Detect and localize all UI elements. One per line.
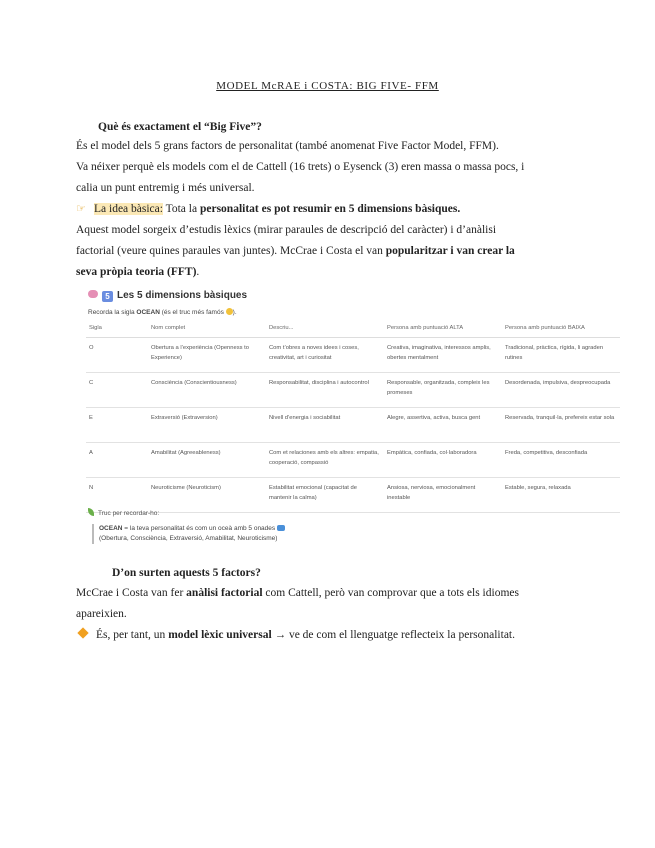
table-cell: Reservada, tranquil·la, prefereix estar sola [502,408,620,443]
text-span: . [196,266,200,278]
table-cell: Creativa, imaginativa, interessos amplis, obertes mentalment [384,338,502,373]
table-cell: A [86,443,148,478]
column-header: Nom complet [148,319,266,338]
bullet-line [76,625,576,646]
column-header: Sigla [86,319,148,338]
table-cell: Com t’obres a noves idees i coses, creativitat, art i curiositat [266,338,384,373]
section2-heading: D’on surten aquests 5 factors? [112,567,261,579]
section-title-text: Les 5 dimensions bàsiques [117,290,248,301]
text-line [76,241,576,262]
table-row [86,443,620,478]
ocean-reminder [88,308,237,316]
column-header: Descriu... [266,319,384,338]
text-span: McCrae i Costa van fer [76,587,187,599]
table-cell: Com et relaciones amb els altres: empatia, cooperació, compassió [266,443,384,478]
text-span: ). [232,309,237,316]
column-header: Persona amb puntuació BAIXA [502,319,620,338]
text-span: com Cattell, però van comprovar que a tots els idiomes [262,587,519,599]
text-line: calia un punt entremig i més universal. [76,182,255,194]
table-cell: E [86,408,148,443]
table-cell: Extraversió (Extraversion) [148,408,266,443]
table-row [86,373,620,408]
text-span: → ve de com el llenguatge reflecteix la personalitat. [271,629,516,641]
leaf-icon [88,508,94,516]
table-cell: Obertura a l’experiència (Openness to Experience) [148,338,266,373]
bold-span: OCEAN [136,309,160,316]
text-span: Recorda la sigla [88,309,137,316]
text-line: apareixien. [76,608,127,620]
idea-bold: personalitat es pot resumir en 5 dimensions bàsiques. [199,203,461,215]
table-cell: Amabilitat (Agreeableness) [148,443,266,478]
table-cell: Estable, segura, relaxada [502,478,620,513]
table-cell: Consciència (Conscientiousness) [148,373,266,408]
idea-highlight: La idea bàsica: [94,203,163,215]
trick-text: Truc per recordar-ho: [98,510,160,517]
text-line [76,262,576,283]
smile-icon [226,308,233,315]
table-cell: Freda, competitiva, desconfiada [502,443,620,478]
bold-span: seva pròpia teoria (FFT) [76,266,197,278]
table-cell: Estabilitat emocional (capacitat de mantenir la calma) [266,478,384,513]
text-span: És, per tant, un [96,629,169,641]
table-row [86,338,620,373]
table-cell: C [86,373,148,408]
table-cell: Responsabilitat, disciplina i autocontrol [266,373,384,408]
text-line: Aquest model sorgeix d’estudis lèxics (mirar paraules de descripció del caràcter) i d’anàlisi [76,224,497,236]
trick-label [88,508,159,517]
bold-span: popularitzar i van crear la [385,245,515,257]
table-cell: Ansiosa, nerviosa, emocionalment inestable [384,478,502,513]
pointing-hand-icon: ☞ [76,203,86,215]
brain-icon [88,290,98,298]
section1-heading: Què és exactament el “Big Five”? [98,121,262,133]
table-row [86,478,620,513]
section1-paragraph [76,136,576,283]
quote-line: (Obertura, Consciència, Extraversió, Amabilitat, Neuroticisme) [99,535,278,542]
embedded-section-title [88,290,247,302]
table-header-row [86,319,620,338]
wave-icon [277,525,285,531]
table-row [86,408,620,443]
bold-span: model lèxic universal [168,629,272,641]
diamond-bullet-icon [77,627,88,638]
table-cell: Empàtica, confiada, col·laboradora [384,443,502,478]
table-cell: Nivell d’energia i sociabilitat [266,408,384,443]
text-line [76,583,576,604]
text-span: (és el truc més famós [159,309,226,316]
ocean-quote [92,524,285,544]
table-cell: Desordenada, impulsiva, despreocupada [502,373,620,408]
idea-text: Tota la [162,203,200,215]
text-line: És el model dels 5 grans factors de personalitat (també anomenat Five Factor Model, FFM). [76,140,499,152]
text-span: factorial (veure quines paraules van juntes). McCrae i Costa el van [76,245,386,257]
table-cell: Neuroticisme (Neuroticism) [148,478,266,513]
number-five-icon: 5 [102,291,113,302]
bold-span: OCEAN [99,525,123,532]
ocean-table [86,319,620,513]
document-title: MODEL McRAE i COSTA: BIG FIVE- FFM [216,80,439,92]
table-cell: O [86,338,148,373]
section2-paragraph [76,583,576,646]
quote-line [99,524,285,534]
text-line: Va néixer perquè els models com el de Cattell (16 trets) o Eysenck (3) eren massa o massa pocs, i [76,161,525,173]
bold-span: anàlisi factorial [186,587,263,599]
text-span: = la teva personalitat és com un oceà amb 5 onades [122,525,277,532]
table-cell: Alegre, assertiva, activa, busca gent [384,408,502,443]
table-cell: Tradicional, pràctica, rígida, li agraden rutines [502,338,620,373]
idea-line [76,199,576,220]
table-cell: N [86,478,148,513]
column-header: Persona amb puntuació ALTA [384,319,502,338]
table-cell: Responsable, organitzada, compleix les promeses [384,373,502,408]
